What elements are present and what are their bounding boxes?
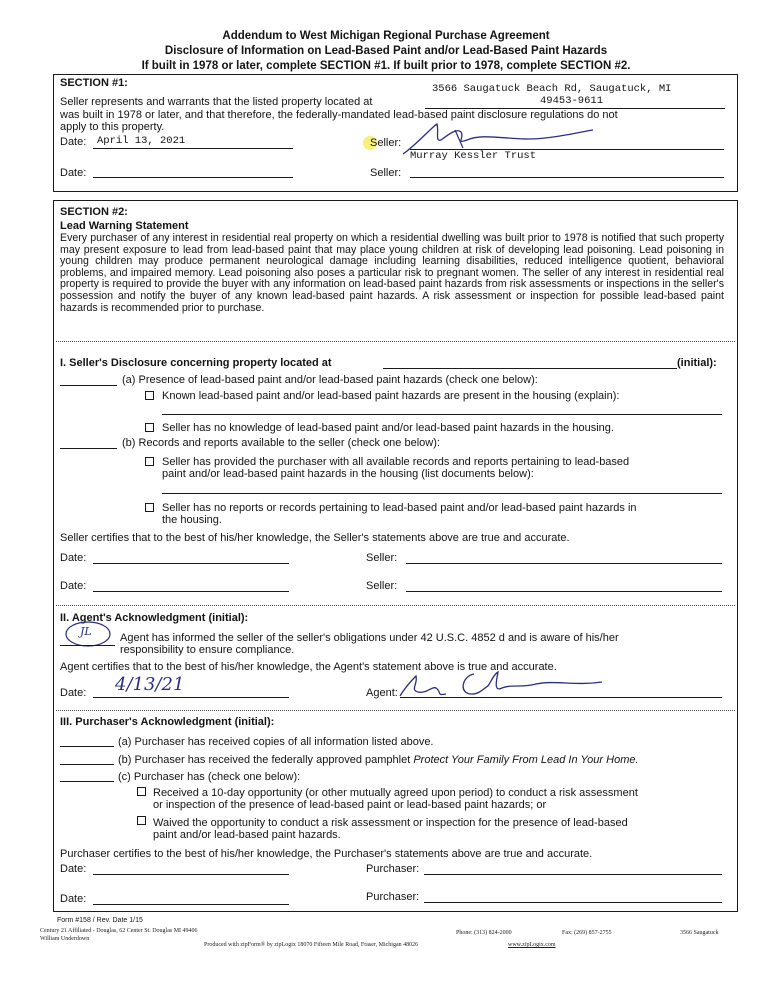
footer-company: Century 21 Affiliated - Douglas, 62 Center St. Douglas MI 49406 [40,928,198,934]
agent-initial-line [60,645,115,646]
no-knowledge-checkbox[interactable] [145,423,154,432]
section1-date2-line [93,177,293,178]
records-provided-checkbox[interactable] [145,457,154,466]
lead-warning-text: Every purchaser of any interest in residential real property on which a residential dwelling was built prior to 1978 is notified that such property may present exposure to lead from lead-based paint that may place young children at risk of developing lead poisoning. Lead poisoning in young children may produce permanent neurological damage including learning disabilities, reduced intelligence quotient, behavioral problems, and impaired memory. Lead poisoning also poses a particular risk to pregnant women. The seller of any interest in residential real property is required to provide the buyer with any information on lead-based paint hazards from risk assessments or inspections in the seller's possession and notify the buyer of any known lead-based paint hazards. A risk assessment or inspection for possible lead-based paint hazards is recommended prior to purchase. [60,232,724,314]
purchaser-label: Purchaser: [366,863,420,875]
part1-b-label: (b) Records and reports available to the seller (check one below): [122,437,440,449]
received-opportunity-text-1: Received a 10-day opportunity (or other mutually agreed upon period) to conduct a risk assessment [153,787,638,799]
agent-label: Agent: [366,687,398,699]
part1-date-line [93,563,289,564]
part1-seller2-line [406,591,722,592]
agent-date-line [93,697,289,698]
footer-doc-name: 3566 Saugatuck [680,930,719,936]
agent-certifies-text: Agent certifies that to the best of his/her knowledge, the Agent's statement above is true and accurate. [60,661,557,673]
part1-seller-label: Seller: [366,552,398,564]
section1-date2-label: Date: [60,167,87,179]
part1-seller-line [406,563,722,564]
received-opportunity-checkbox[interactable] [137,787,146,796]
waived-opportunity-text-2: paint and/or lead-based paint hazards. [153,829,341,841]
no-records-checkbox[interactable] [145,503,154,512]
section1-seller2-line [410,177,724,178]
document-instructions: If built in 1978 or later, complete SECTION #1. If built prior to 1978, complete SECTION #2. [141,60,631,72]
purchaser2-label: Purchaser: [366,891,420,903]
footer-phone: Phone: (313) 824-2000 [456,930,512,936]
purchaser-c-initial-line [60,781,114,782]
received-opportunity-text-2: or inspection of the presence of lead-based paint or lead-based paint hazards; or [153,799,547,811]
documents-line [162,493,722,494]
purchaser-date2-label: Date: [60,893,87,905]
section1-date-value[interactable]: April 13, 2021 [97,135,186,147]
section1-heading: SECTION #1: [60,77,128,89]
section1-text3: apply to this property. [60,121,165,133]
agent-text-2: responsibility to ensure compliance. [120,644,295,656]
waived-opportunity-text-1: Waived the opportunity to conduct a risk assessment or inspection for the presence of lead-based [153,817,628,829]
section2-heading: SECTION #2: [60,206,128,218]
footer-url[interactable]: www.zipLogix.com [508,942,556,948]
divider [56,341,735,342]
part2-heading: II. Agent's Acknowledgment (initial): [60,612,249,624]
records-provided-text-2: paint and/or lead-based paint hazards in the housing (list documents below): [162,468,534,480]
agent-date-value[interactable]: 4/13/21 [115,674,185,695]
purchaser-a-initial-line [60,746,114,747]
part1-date2-label: Date: [60,580,87,592]
purchaser-date2-line [93,904,289,905]
seller-certifies-text: Seller certifies that to the best of his/her knowledge, the Seller's statements above are true and accurate. [60,532,570,544]
form-number: Form #158 / Rev. Date 1/15 [57,917,143,924]
section1-text2: was built in 1978 or later, and that therefore, the federally-mandated lead-based paint disclosure regulations do not [60,109,618,121]
purchaser-date-line [93,874,289,875]
part1-a-label: (a) Presence of lead-based paint and/or lead-based paint hazards (check one below): [122,374,538,386]
section1-address-line1: 3566 Saugatuck Beach Rd, Saugatuck, MI [432,83,672,95]
divider [56,605,735,606]
part1-date2-line [93,591,289,592]
purchaser-date-label: Date: [60,863,87,875]
lead-warning-title: Lead Warning Statement [60,220,189,232]
part1-seller2-label: Seller: [366,580,398,592]
part1-heading: I. Seller's Disclosure concerning property located at [60,357,332,369]
footer-person: William Underdown [40,936,90,942]
purchaser2-line [424,902,722,903]
agent-signature [396,666,606,702]
document-subtitle: Disclosure of Information on Lead-Based Paint and/or Lead-Based Paint Hazards [164,45,608,57]
records-provided-text-1: Seller has provided the purchaser with all available records and reports pertaining to lead-based [162,456,630,468]
section1-seller-label: Seller: [370,137,402,149]
no-knowledge-text: Seller has no knowledge of lead-based paint and/or lead-based paint hazards in the housing. [162,422,614,434]
no-records-text-2: the housing. [162,514,222,526]
purchaser-a-text: (a) Purchaser has received copies of all information listed above. [118,736,434,748]
footer-produced: Produced with zipForm® by zipLogix 18070 Fifteen Mile Road, Fraser, Michigan 48026 [204,942,419,948]
purchaser-certifies-text: Purchaser certifies to the best of his/her knowledge, the Purchaser's statements above are true and accurate. [60,848,593,860]
part1-property-line [383,368,677,369]
agent-initials[interactable]: JL [80,625,92,638]
no-records-text-1: Seller has no reports or records pertaining to lead-based paint and/or lead-based paint hazards in [162,502,637,514]
document-title: Addendum to West Michigan Regional Purchase Agreement [222,30,550,42]
part1-b-initial-line [60,448,117,449]
explain-line [162,414,722,415]
section1-date-label: Date: [60,136,87,148]
known-lead-text: Known lead-based paint and/or lead-based paint hazards are present in the housing (explain): [162,390,620,402]
section1-date-line [93,148,293,149]
waived-opportunity-checkbox[interactable] [137,816,146,825]
purchaser-line [424,874,722,875]
agent-text-1: Agent has informed the seller of the seller's obligations under 42 U.S.C. 4852 d and is aware of his/her [120,632,619,644]
purchaser-c-text: (c) Purchaser has (check one below): [118,771,301,783]
purchaser-b-text: (b) Purchaser has received the federally approved pamphlet Protect Your Family From Lead In Your Home. [118,754,639,766]
part3-heading: III. Purchaser's Acknowledgment (initial): [60,716,275,728]
part1-initial-label: (initial): [677,357,717,369]
section1-address-line2: 49453-9611 [540,95,604,107]
section1-seller-name: Murray Kessler Trust [410,150,537,162]
agent-date-label: Date: [60,687,87,699]
section1-text1: Seller represents and warrants that the listed property located at [60,96,373,108]
known-lead-checkbox[interactable] [145,391,154,400]
divider [56,710,735,711]
part1-a-initial-line [60,385,117,386]
section1-seller2-label: Seller: [370,167,402,179]
part1-date-label: Date: [60,552,87,564]
purchaser-b-initial-line [60,764,114,765]
footer-fax: Fax: (269) 857-2755 [562,930,612,936]
